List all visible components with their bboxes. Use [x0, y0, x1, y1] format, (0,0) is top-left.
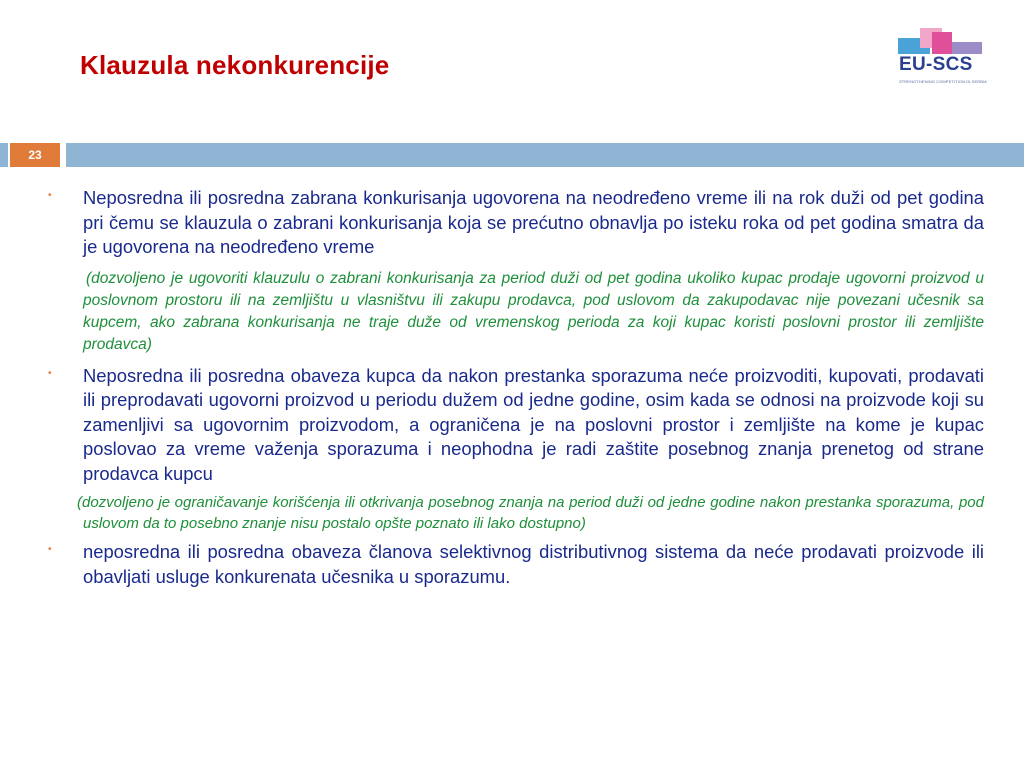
slide-number: 23	[10, 143, 60, 167]
list-item-text: Neposredna ili posredna obaveza kupca da nakon prestanka sporazuma neće proizvoditi, kupovati, prodavati ili preprodavati ugovorni proizvod u periodu dužem od jedne godine, osim kada se odnosi na proizvode koji su zamenljivi sa ugovornim proizvodom, a ograničena je na poslovni prostor i zemljište na kome je kupac poslovao za vreme važenja sporazuma i neophodna je radi zaštite posebnog znanja prenetog od strane prodavca kupcu	[83, 364, 984, 484]
header-band	[66, 143, 1024, 167]
bullet-icon: •	[48, 190, 52, 201]
note-text: (dozvoljeno je ograničavanje korišćenja ili otkrivanja posebnog znanja na period duži od jedne godine nakon prestanka sporazuma, pod uslovom da to posebno znanje nisu postalo opšte poznato ili lako dostupno)	[77, 494, 984, 532]
list-item-text: Neposredna ili posredna zabrana konkurisanja ugovorena na neodređeno vreme ili na rok duži od pet godina pri čemu se klauzula o zabrani konkurisanja koja se prećutno obnavlja po isteku roka od pet godina smatra da je ugovorena na neodređeno vreme	[83, 187, 984, 257]
logo-square-purple	[952, 42, 982, 54]
slide-body	[48, 186, 984, 589]
list-item-text: neposredna ili posredna obaveza članova selektivnog distributivnog sistema da neće prodavati proizvode ili obavljati usluge konkurenata učesnika u sporazumu.	[83, 541, 984, 587]
logo-text: EU-SCS	[899, 54, 973, 75]
list-item	[48, 186, 984, 260]
bullet-icon: •	[48, 367, 52, 379]
logo-tagline: STRENGTHENING COMPETITION IN SERBIA	[899, 79, 987, 84]
list-item	[48, 364, 984, 487]
logo-square-pink	[932, 32, 952, 54]
slide-title: Klauzula nekonkurencije	[80, 50, 390, 80]
bullet-icon: •	[48, 544, 52, 555]
note-text: (dozvoljeno je ugovoriti klauzulu o zabrani konkurisanja za period duži od pet godina ukoliko kupac prodaje ugovorni proizvod u poslovnom prostoru ili na zemljištu u vlasništvu ili zakupu prodavca, pod uslovom da zakupodavac nije povezani učesnik sa kupcem, ako zabrana konkurisanja ne traje duže od vremenskog perioda za koji kupac koristi poslovni prostor ili zemljište prodavca)	[83, 269, 984, 353]
list-item	[48, 540, 984, 589]
eu-scs-logo	[898, 28, 987, 88]
header-band-left	[0, 143, 8, 167]
